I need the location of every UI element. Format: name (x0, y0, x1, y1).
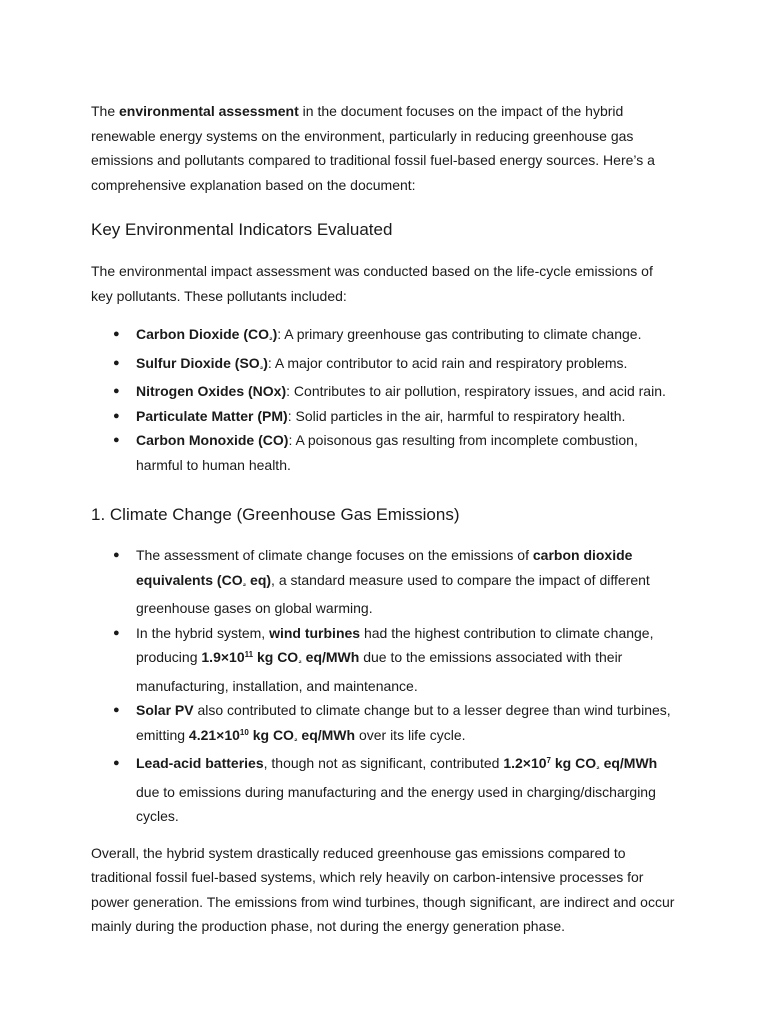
item-bold: Lead-acid batteries (136, 755, 264, 771)
pollutant-name-end: ) (272, 326, 278, 342)
pollutant-name: Carbon Dioxide (CO (136, 326, 270, 342)
pollutant-name-end: ) (263, 354, 268, 371)
list-item (91, 428, 677, 477)
bullet-icon: ● (113, 385, 120, 397)
pollutant-name: Nitrogen Oxides (NOx) (136, 383, 287, 399)
item-bold: kg CO (551, 755, 597, 771)
indicators-lead-paragraph: The environmental impact assessment was conducted based on the life-cycle emissions of key pollutants. These pollutants included: (91, 263, 653, 304)
pollutant-desc: : A major contributor to acid rain and respiratory problems. (267, 354, 628, 371)
superscript: 10 (239, 727, 249, 737)
list-item (91, 404, 677, 429)
item-text: , though not as significant, contributed (263, 755, 504, 771)
bullet-icon: ● (113, 328, 120, 340)
item-bold: 4.21×10 (188, 726, 240, 743)
item-bold: carbon dioxide equivalents (CO (136, 547, 633, 588)
item-text: over its life cycle. (355, 726, 466, 743)
pollutant-name: Sulfur Dioxide (SO (136, 354, 260, 371)
section-heading-climate: 1. Climate Change (Greenhouse Gas Emissions) (91, 505, 460, 524)
intro-text: The (91, 103, 120, 119)
pollutant-desc: : Contributes to air pollution, respiratory issues, and acid rain. (286, 383, 666, 399)
bullet-icon: ● (113, 409, 120, 422)
item-bold: eq/MWh (301, 649, 360, 665)
item-text: , a standard measure used to compare the impact of different greenhouse gases on global warming. (136, 571, 650, 616)
bullet-icon: ● (113, 434, 120, 446)
item-bold: kg CO (253, 649, 299, 665)
item-bold: eq/MWh (297, 726, 356, 743)
item-text: had the highest contribution to climate change, producing (136, 624, 654, 665)
intro-paragraph (91, 99, 677, 197)
item-bold: 1.9×10 (201, 649, 245, 665)
item-bold: eq/MWh (599, 755, 658, 771)
intro-bold-term: environmental assessment (119, 103, 299, 119)
list-item (91, 351, 677, 380)
bullet-icon: ● (113, 356, 120, 369)
list-item (91, 751, 677, 829)
conclusion-paragraph: Overall, the hybrid system drastically reduced greenhouse gas emissions compared to traditional fossil fuel-based systems, which rely heavily on carbon-intensive processes for power generation. The emissions from wind turbines, though significant, are indirect and occur mainly during the production phase, not during the energy generation phase. (91, 844, 675, 934)
list-item (91, 621, 677, 699)
list-item (91, 322, 677, 351)
section-heading-indicators: Key Environmental Indicators Evaluated (91, 220, 393, 239)
subscript: ₂ (259, 361, 264, 371)
list-item (91, 698, 677, 751)
item-bold: wind turbines (269, 624, 361, 641)
pollutant-name: Carbon Monoxide (CO) (136, 432, 289, 448)
item-bold: Solar PV (136, 702, 194, 718)
bullet-icon: ● (113, 704, 120, 716)
pollutant-name: Particulate Matter (PM) (136, 407, 288, 424)
bullet-icon: ● (113, 757, 120, 769)
list-item (91, 543, 677, 621)
subscript: ₂ (242, 578, 247, 588)
superscript: 11 (244, 650, 254, 659)
superscript: 7 (546, 756, 551, 765)
pollutant-desc: : Solid particles in the air, harmful to respiratory health. (287, 407, 626, 424)
item-text: due to emissions during manufacturing and the energy used in charging/discharging cycles. (136, 783, 656, 824)
pollutant-desc: : A primary greenhouse gas contributing to climate change. (277, 326, 642, 342)
intro-text-cont: in the document focuses on the impact of the hybrid renewable energy systems on the environment, particularly in reducing greenhouse gas emissions and pollutants compared to traditional fossil fuel-based energy sources. Here’s a comprehensive explanation based on the document: (91, 103, 655, 193)
item-bold: 1.2×10 (503, 755, 547, 771)
subscript: ₂ (293, 733, 298, 743)
subscript: ₂ (269, 333, 273, 342)
pollutant-desc: : A poisonous gas resulting from incomplete combustion, harmful to human health. (136, 432, 638, 473)
item-text: The assessment of climate change focuses on the emissions of (136, 547, 533, 563)
bullet-icon: ● (113, 626, 120, 639)
item-text: In the hybrid system, (136, 624, 270, 641)
item-bold: eq) (246, 571, 272, 588)
bullet-icon: ● (113, 549, 120, 561)
pollutant-list (91, 322, 677, 477)
subscript: ₂ (298, 656, 302, 665)
list-item (91, 379, 677, 404)
item-text: due to the emissions associated with their manufacturing, installation, and maintenance. (136, 649, 623, 694)
item-bold: kg CO (248, 726, 294, 743)
item-text: also contributed to climate change but to a lesser degree than wind turbines, emitting (136, 702, 671, 743)
climate-list (91, 543, 677, 829)
subscript: ₂ (596, 762, 600, 771)
